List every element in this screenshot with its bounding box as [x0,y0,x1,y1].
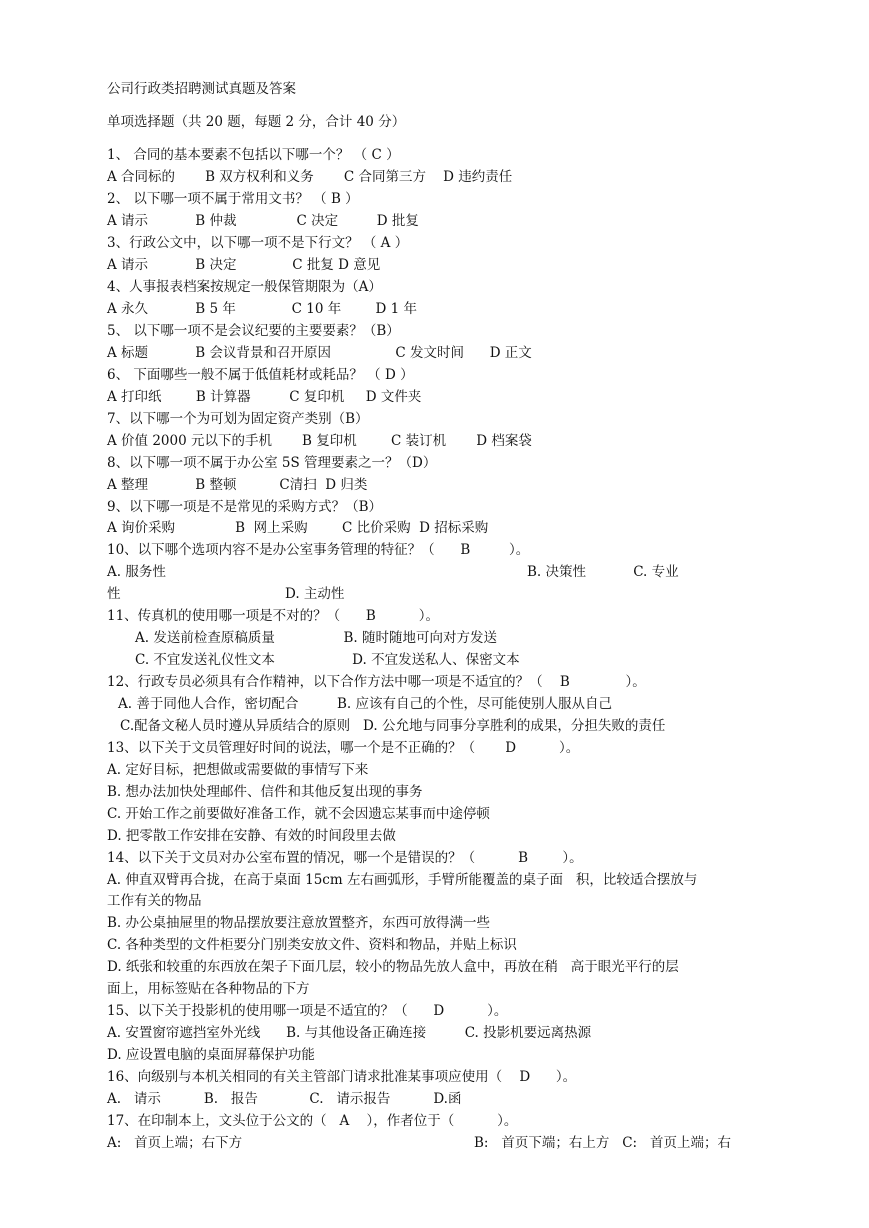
question-16-options: A. 请示 B. 报告 C. 请示报告 D.函 [107,1091,462,1107]
question-15-option-d: D. 应设置电脑的桌面屏幕保护功能 [107,1047,315,1063]
question-10-option-bc: B. 决策性 C. 专业 [527,564,679,580]
question-8: 8、以下哪一项不属于办公室 5S 管理要素之一？（D） [107,455,437,471]
question-16: 16、向级别与本机关相同的有关主管部门请求批准某事项应使用（ D ）。 [107,1069,577,1085]
question-3-options: A 请示 B 决定 C 批复 D 意见 [107,257,381,273]
question-11: 11、传真机的使用哪一项是不对的？（ B ）。 [107,608,440,624]
question-9: 9、以下哪一项是不是常见的采购方式？（B） [107,499,383,515]
question-12-options-ab: A. 善于同他人合作，密切配合 B. 应该有自己的个性，尽可能使别人服从自己 [118,696,612,712]
question-7-options: A 价值 2000 元以下的手机 B 复印机 C 装订机 D 档案袋 [107,433,532,449]
question-14-option-d-line2: 面上，用标签贴在各种物品的下方 [107,981,310,997]
question-1-options: A 合同标的 B 双方权利和义务 C 合同第三方 D 违约责任 [107,169,513,185]
question-13-option-d: D. 把零散工作安排在安静、有效的时间段里去做 [107,828,396,844]
question-14-option-a-line1: A. 伸直双臂再合拢，在高于桌面 15cm 左右画弧形，手臂所能覆盖的桌子面 积，比较适合摆放与 [107,872,698,888]
question-4-options: A 永久 B 5 年 C 10 年 D 1 年 [107,301,418,317]
question-13-option-a: A. 定好目标，把想做或需要做的事情写下来 [107,762,369,778]
question-15: 15、以下关于投影机的使用哪一项是不适宜的？（ D ）。 [107,1003,508,1019]
question-1: 1、 合同的基本要素不包括以下哪一个？ （ C ） [107,147,400,163]
question-13-option-b: B. 想办法加快处理邮件、信件和其他反复出现的事务 [107,784,423,800]
question-5: 5、 以下哪一项不是会议纪要的主要要素？（B） [107,323,400,339]
question-14-option-c: C. 各种类型的文件柜要分门别类安放文件、资料和物品，并贴上标识 [107,937,517,953]
question-10: 10、以下哪个选项内容不是办公室事务管理的特征？（ B ）。 [107,542,530,558]
question-17-options-bc: B: 首页下端；右上方 C: 首页上端；右 [474,1135,731,1151]
question-12-options-cd: C.配备文秘人员时遵从异质结合的原则 D. 公允地与同事分享胜利的成果，分担失败的责任 [120,718,666,734]
question-12: 12、行政专员必须具有合作精神，以下合作方法中哪一项是不适宜的？（ B ）。 [107,674,646,690]
question-11-options-cd: C. 不宜发送礼仪性文本 D. 不宜发送私人、保密文本 [135,652,520,668]
doc-title: 公司行政类招聘测试真题及答案 [107,81,296,97]
question-13-option-c: C. 开始工作之前要做好准备工作，就不会因遗忘某事而中途停顿 [107,806,490,822]
question-17-option-a: A: 首页上端；右下方 [107,1135,243,1151]
question-17: 17、在印制本上，文头位于公文的（ A ），作者位于（ ）。 [107,1113,518,1129]
question-8-options: A 整理 B 整顿 C清扫 D 归类 [107,477,368,493]
question-10-option-c-continued: 性 [107,586,121,602]
question-4: 4、人事报表档案按规定一般保管期限为（A） [107,279,382,295]
question-14-option-a-line2: 工作有关的物品 [107,893,202,909]
question-6: 6、 下面哪些一般不属于低值耗材或耗品？ （ D ） [107,367,414,383]
question-13: 13、以下关于文员管理好时间的说法，哪一个是不正确的？（ D ）。 [107,740,580,756]
question-15-options-abc: A. 安置窗帘遮挡室外光线 B. 与其他设备正确连接 C. 投影机要远离热源 [107,1025,592,1041]
question-9-options: A 询价采购 B 网上采购 C 比价采购 D 招标采购 [107,520,489,536]
section-heading: 单项选择题（共 20 题，每题 2 分，合计 40 分） [107,114,406,130]
question-7: 7、以下哪一个为可划为固定资产类别（B） [107,411,369,427]
question-2-options: A 请示 B 仲裁 C 决定 D 批复 [107,213,419,229]
question-11-options-ab: A. 发送前检查原稿质量 B. 随时随地可向对方发送 [135,630,497,646]
question-14-option-d-line1: D. 纸张和较重的东西放在架子下面几层，较小的物品先放人盒中，再放在稍 高于眼光平行的层 [107,959,679,975]
question-14: 14、以下关于文员对办公室布置的情况，哪一个是错误的？（ B ）。 [107,850,583,866]
question-6-options: A 打印纸 B 计算器 C 复印机 D 文件夹 [107,389,422,405]
question-2: 2、 以下哪一项不属于常用文书？ （ B ） [107,191,359,207]
question-5-options: A 标题 B 会议背景和召开原因 C 发文时间 D 正文 [107,345,532,361]
question-10-option-a: A. 服务性 [107,564,166,580]
question-10-option-d: D. 主动性 [285,586,345,602]
question-14-option-b: B. 办公桌抽屉里的物品摆放要注意放置整齐，东西可放得满一些 [107,915,491,931]
question-3: 3、行政公文中，以下哪一项不是下行文？ （ A ） [107,235,409,251]
